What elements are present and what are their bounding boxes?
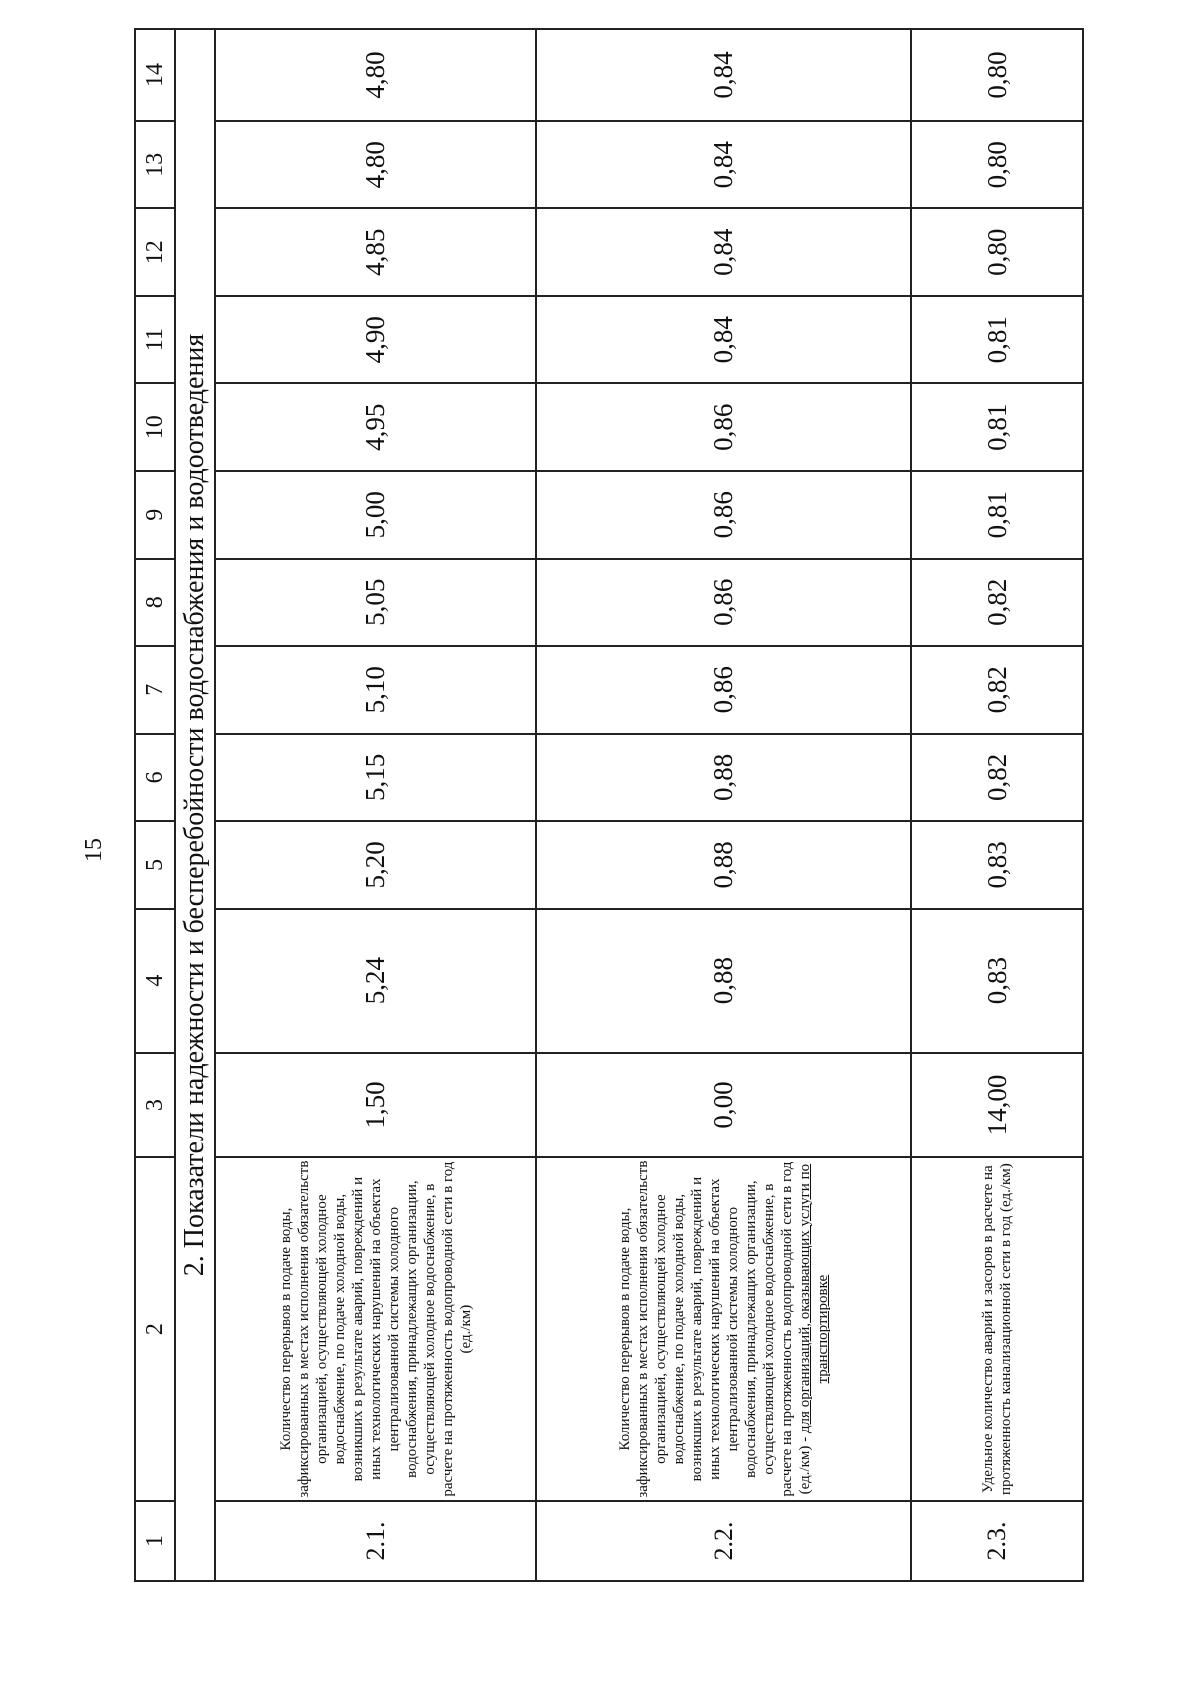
table-row — [911, 29, 1083, 1581]
row-number: 2.1. — [215, 1501, 536, 1581]
column-number: 12 — [135, 208, 175, 296]
value-cell: 0,84 — [536, 121, 911, 209]
column-number: 10 — [135, 383, 175, 471]
column-number: 1 — [135, 1501, 175, 1581]
value-cell: 0,80 — [911, 121, 1083, 209]
value-cell: 14,00 — [911, 1053, 1083, 1158]
value-cell: 0,88 — [536, 734, 911, 822]
table-row — [215, 29, 536, 1581]
column-number: 2 — [135, 1157, 175, 1501]
value-cell: 0,86 — [536, 471, 911, 559]
value-cell: 5,05 — [215, 559, 536, 647]
description-text: Количество перерывов в подаче воды, зафиксированных в местах исполнения обязательств организацией, осуществляющей холодное водоснабжение, по подаче холодной воды, возникших в результате аварий, повреждений и иных технологических нарушений на объектах централизованной системы холодного водоснабжения, принадлежащих организации, осуществляющей холодное водоснабжение, в расчете на протяженность водопроводной сети в год (ед./км) - — [616, 1160, 813, 1498]
value-cell: 0,82 — [911, 734, 1083, 822]
column-number: 6 — [135, 734, 175, 822]
value-cell: 5,24 — [215, 909, 536, 1053]
value-cell: 0,00 — [536, 1053, 911, 1158]
value-cell: 0,81 — [911, 383, 1083, 471]
column-number: 11 — [135, 296, 175, 384]
value-cell: 5,15 — [215, 734, 536, 822]
table-row — [536, 29, 911, 1581]
description-underlined-text: для организаций, оказывающих услуги по транспортировке — [796, 1163, 831, 1434]
row-number: 2.3. — [911, 1501, 1083, 1581]
indicators-table — [134, 28, 1084, 1582]
value-cell: 4,80 — [215, 121, 536, 209]
value-cell: 0,86 — [536, 559, 911, 647]
row-description — [911, 1157, 1083, 1501]
value-cell: 0,84 — [536, 29, 911, 121]
value-cell: 0,82 — [911, 559, 1083, 647]
value-cell: 0,86 — [536, 383, 911, 471]
page-number: 15 — [81, 838, 107, 862]
column-number: 9 — [135, 471, 175, 559]
column-number: 8 — [135, 559, 175, 647]
column-number: 13 — [135, 121, 175, 209]
description-text: Количество перерывов в подаче воды, зафиксированных в местах исполнения обязательств организацией, осуществляющей холодное водоснабжение, по подаче холодной воды, возникших в результате аварий, повреждений и иных технологических нарушений на объектах централизованной системы холодного водоснабжения, принадлежащих организации, осуществляющей холодное водоснабжение, в расчете на протяженность водопроводной сети в год (ед./км) — [277, 1160, 474, 1498]
column-number: 14 — [135, 29, 175, 121]
value-cell: 0,80 — [911, 29, 1083, 121]
value-cell: 0,81 — [911, 471, 1083, 559]
value-cell: 5,10 — [215, 646, 536, 734]
section-title: 2. Показатели надежности и бесперебойности водоснабжения и водоотведения — [175, 29, 215, 1581]
value-cell: 4,85 — [215, 208, 536, 296]
row-description — [215, 1157, 536, 1501]
row-number: 2.2. — [536, 1501, 911, 1581]
value-cell: 5,20 — [215, 821, 536, 909]
column-number: 3 — [135, 1053, 175, 1158]
column-number-row — [135, 29, 175, 1581]
column-number: 4 — [135, 909, 175, 1053]
value-cell: 0,80 — [911, 208, 1083, 296]
section-title-row — [175, 29, 215, 1581]
value-cell: 0,83 — [911, 821, 1083, 909]
value-cell: 5,00 — [215, 471, 536, 559]
value-cell: 0,86 — [536, 646, 911, 734]
description-text: Удельное количество аварий и засоров в расчете на протяженность канализационной сети в год (ед./км) — [980, 1163, 1014, 1496]
column-number: 7 — [135, 646, 175, 734]
value-cell: 4,80 — [215, 29, 536, 121]
value-cell: 0,81 — [911, 296, 1083, 384]
column-number: 5 — [135, 821, 175, 909]
value-cell: 0,84 — [536, 208, 911, 296]
value-cell: 0,88 — [536, 821, 911, 909]
value-cell: 0,88 — [536, 909, 911, 1053]
row-description — [536, 1157, 911, 1501]
value-cell: 0,82 — [911, 646, 1083, 734]
value-cell: 0,83 — [911, 909, 1083, 1053]
value-cell: 4,95 — [215, 383, 536, 471]
rotated-table-wrapper — [134, 28, 1078, 1582]
value-cell: 0,84 — [536, 296, 911, 384]
value-cell: 4,90 — [215, 296, 536, 384]
value-cell: 1,50 — [215, 1053, 536, 1158]
